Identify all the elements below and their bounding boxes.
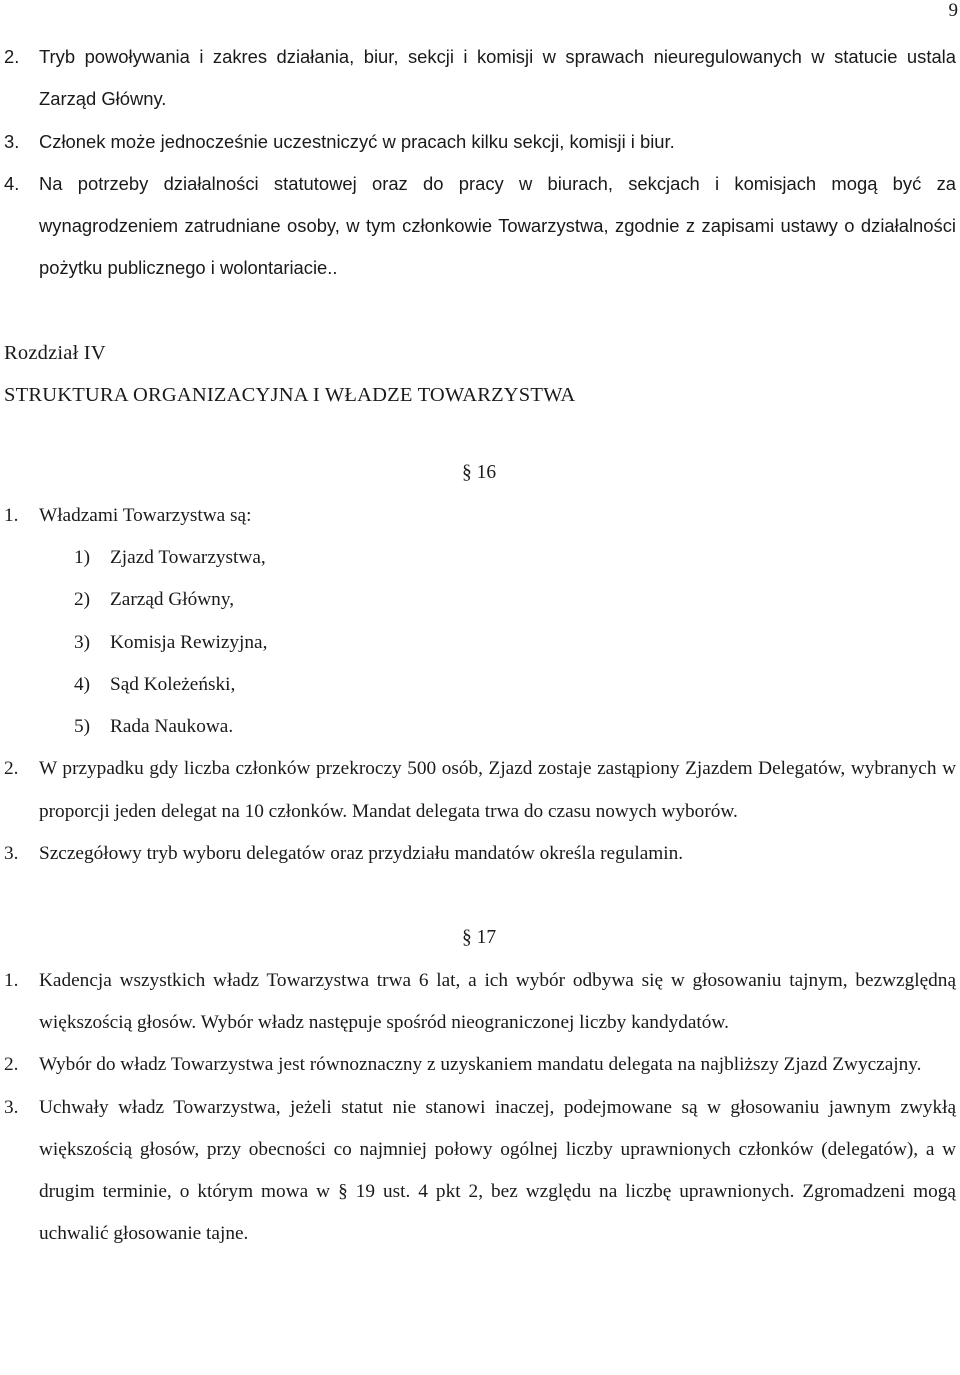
item-text: Na potrzeby działalności statutowej oraz do pracy w biurach, sekcjach i komisjach mogą być za wynagrodzeniem zatrudniane osoby, w tym członkowie Towarzystwa, zgodnie z zapisami ustawy o działalności pożytku publicznego i wolontariacie.. <box>39 172 956 279</box>
item-number: 1. <box>4 504 19 526</box>
section-16-mark: § 16 <box>462 462 497 484</box>
list-item <box>74 706 956 748</box>
list-item <box>4 1087 956 1256</box>
item-text: Komisja Rewizyjna, <box>110 631 268 653</box>
item-text: Wybór do władz Towarzystwa jest równoznaczny z uzyskaniem mandatu delegata na najbliższy Zjazd Zwyczajny. <box>39 1054 922 1076</box>
item-number: 3. <box>4 130 20 152</box>
item-number: 4) <box>74 673 91 695</box>
item-text: Zjazd Towarzystwa, <box>110 546 266 568</box>
list-item <box>4 36 956 121</box>
section-17-mark: § 17 <box>462 927 497 949</box>
item-number: 2. <box>4 758 19 780</box>
list-item <box>4 960 956 1045</box>
item-text: Sąd Koleżeński, <box>110 673 236 695</box>
item-text: Szczegółowy tryb wyboru delegatów oraz przydziału mandatów określa regulamin. <box>39 843 684 865</box>
item-text: Członek może jednocześnie uczestniczyć w pracach kilku sekcji, komisji i biur. <box>39 130 675 152</box>
list-item <box>4 1044 956 1086</box>
item-text: Tryb powoływania i zakres działania, biur, sekcji i komisji w sprawach nieuregulowanych w statucie ustala Zarząd Główny. <box>39 46 956 110</box>
item-text: Kadencja wszystkich władz Towarzystwa trwa 6 lat, a ich wybór odbywa się w głosowaniu tajnym, bezwzględną większością głosów. Wybór władz następuje spośród nieograniczonej liczby kandydatów. <box>39 969 956 1033</box>
chapter-title: STRUKTURA ORGANIZACYJNA I WŁADZE TOWARZYSTWA <box>4 384 576 407</box>
chapter-number: Rozdział IV <box>4 341 106 364</box>
item-number: 2. <box>4 1054 19 1076</box>
page-number: 9 <box>948 0 958 21</box>
list-item <box>4 121 956 163</box>
list-item <box>74 579 956 621</box>
list-item <box>4 495 956 537</box>
list-item <box>74 622 956 664</box>
document-body <box>4 36 956 1256</box>
list-item <box>74 664 956 706</box>
list-item <box>4 833 956 875</box>
item-number: 2. <box>4 46 20 67</box>
item-number: 2) <box>74 589 91 611</box>
item-number: 3. <box>4 843 19 865</box>
item-text: Uchwały władz Towarzystwa, jeżeli statut nie stanowi inaczej, podejmowane są w głosowaniu jawnym zwykłą większością głosów, przy obecności co najmniej połowy ogólnej liczby uprawnionych członków (delegatów), a w drugim terminie, o którym mowa w § 19 ust. 4 pkt 2, bez względu na liczbę uprawnionych. Zgromadzeni mogą uchwalić głosowanie tajne. <box>39 1096 956 1245</box>
item-number: 5) <box>74 716 91 738</box>
item-text: Zarząd Główny, <box>110 589 235 611</box>
chapter-heading <box>4 332 956 417</box>
list-item <box>4 163 956 290</box>
item-number: 1) <box>74 546 91 568</box>
item-number: 4. <box>4 172 20 194</box>
item-text: W przypadku gdy liczba członków przekroczy 500 osób, Zjazd zostaje zastąpiony Zjazdem Delegatów, wybranych w proporcji jeden delegat na 10 członków. Mandat delegata trwa do czasu nowych wyborów. <box>39 758 956 822</box>
authorities-list <box>74 537 956 748</box>
list-item <box>4 748 956 833</box>
item-text: Rada Naukowa. <box>110 716 234 738</box>
item-text: Władzami Towarzystwa są: <box>39 504 252 526</box>
item-number: 1. <box>4 969 19 991</box>
item-number: 3. <box>4 1096 19 1118</box>
list-item <box>74 537 956 579</box>
item-number: 3) <box>74 631 91 653</box>
